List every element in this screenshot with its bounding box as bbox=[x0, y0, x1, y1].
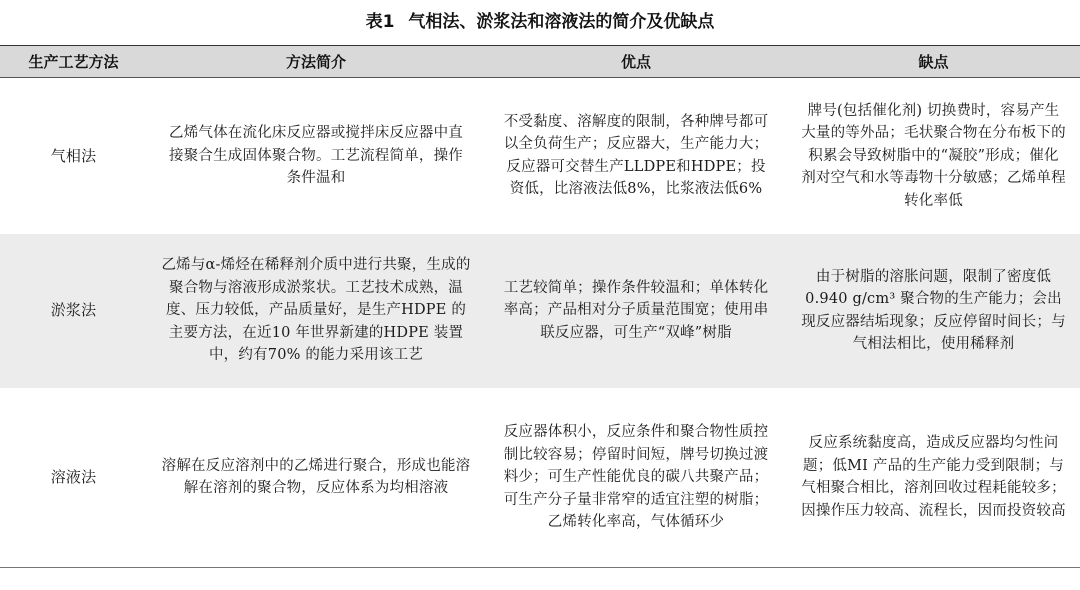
header-cons: 缺点 bbox=[787, 46, 1080, 78]
table-row bbox=[0, 388, 1080, 568]
cell-method: 气相法 bbox=[50, 146, 97, 165]
table-number: 表1 bbox=[365, 12, 395, 32]
cell-pros: 工艺较简单；操作条件较温和；单体转化率高；产品相对分子质量范围宽；使用串联反应器，可生产“双峰”树脂 bbox=[503, 279, 769, 341]
table-caption bbox=[0, 10, 1080, 34]
cell-intro: 乙烯气体在流化床反应器或搅拌床反应器中直接聚合生成固体聚合物。工艺流程简单，操作条件温和 bbox=[169, 125, 463, 186]
table-row bbox=[0, 234, 1080, 388]
cell-intro: 溶解在反应溶剂中的乙烯进行聚合，形成也能溶解在溶剂的聚合物，反应体系为均相溶液 bbox=[147, 388, 485, 568]
cell-cons: 牌号(包括催化剂) 切换费时，容易产生大量的等外品；毛状聚合物在分布板下的积累会导致树脂中的“凝胶”形成；催化剂对空气和水等毒物十分敏感；乙烯单程转化率低 bbox=[801, 102, 1066, 209]
cell-method: 淤浆法 bbox=[50, 301, 97, 320]
table-header-row bbox=[0, 46, 1080, 78]
header-pros: 优点 bbox=[485, 46, 787, 78]
cell-intro: 乙烯与α-烯烃在稀释剂介质中进行共聚，生成的聚合物与溶液形成淤浆状。工艺技术成熟，温度、压力较低，产品质量好，是生产HDPE 的主要方法，在近10 年世界新建的HDPE 装置中，约有70% 的能力采用该工艺 bbox=[161, 257, 471, 364]
cell-pros: 反应器体积小，反应条件和聚合物性质控制比较容易；停留时间短，牌号切换过渡料少；可生产性能优良的碳八共聚产品；可生产分子量非常窄的适宜注塑的树脂；乙烯转化率高，气体循环少 bbox=[485, 388, 787, 568]
table-title: 气相法、淤浆法和溶液法的简介及优缺点 bbox=[408, 12, 715, 32]
table-row bbox=[0, 78, 1080, 234]
header-method: 生产工艺方法 bbox=[0, 46, 147, 78]
cell-method: 溶液法 bbox=[0, 388, 147, 568]
cell-cons: 由于树脂的溶胀问题，限制了密度低0.940 g/cm³ 聚合物的生产能力；会出现反应器结垢现象；反应停留时间长；与气相法相比，使用稀释剂 bbox=[801, 268, 1066, 352]
cell-pros: 不受黏度、溶解度的限制，各种牌号都可以全负荷生产；反应器大，生产能力大；反应器可交替生产LLDPE和HDPE；投资低，比溶液法低8%，比浆液法低6% bbox=[503, 113, 769, 198]
comparison-table bbox=[0, 45, 1080, 568]
header-intro: 方法简介 bbox=[147, 46, 485, 78]
cell-cons: 反应系统黏度高，造成反应器均匀性问题；低MI 产品的生产能力受到限制；与气相聚合相比，溶剂回收过程耗能较多；因操作压力较高、流程长，因而投资较高 bbox=[787, 388, 1080, 568]
